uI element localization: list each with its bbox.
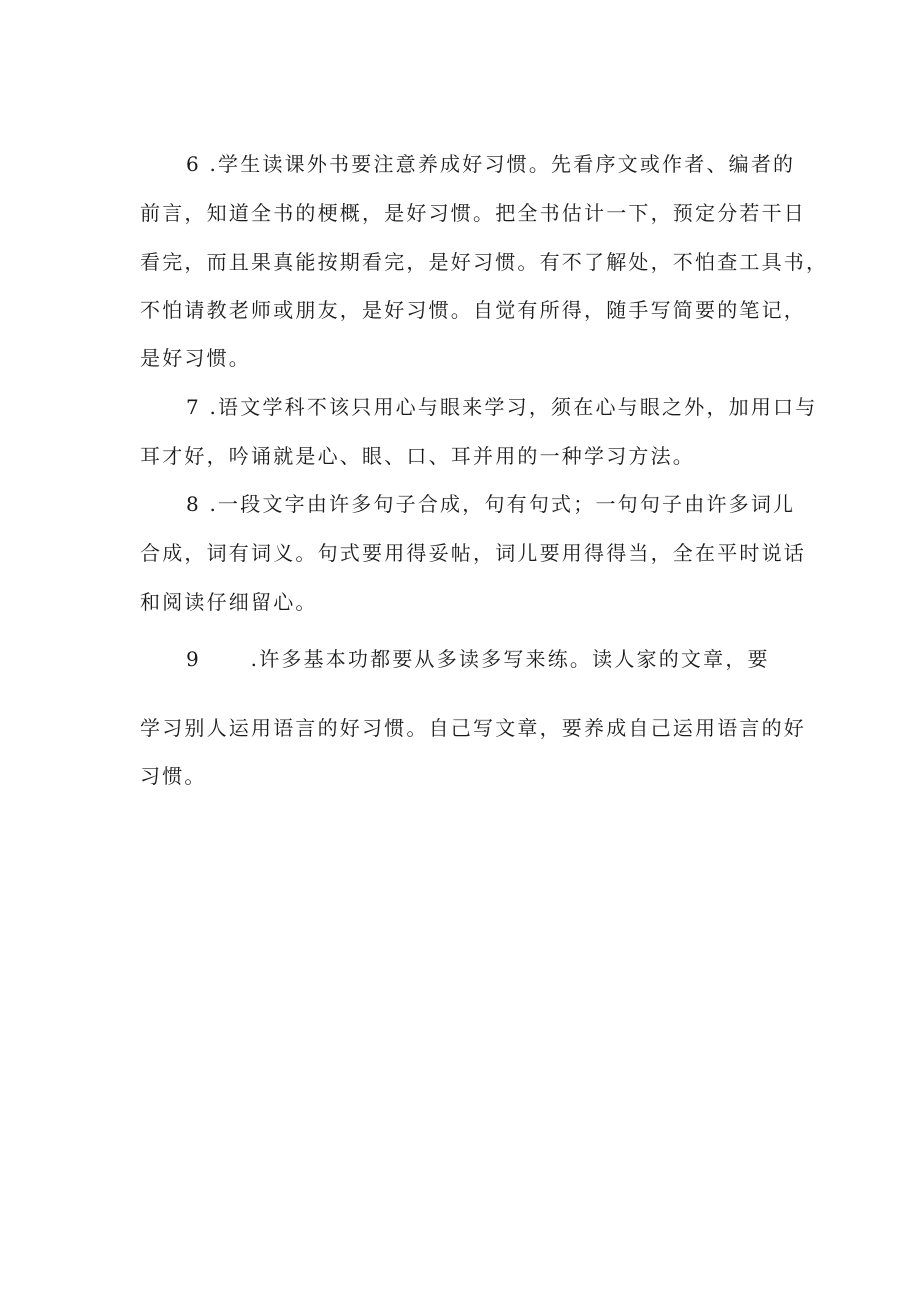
paragraph-7-line-2: 耳才好，吟诵就是心、眼、口、耳并用的一种学习方法。 — [140, 444, 695, 468]
item-number-7: 7 — [186, 395, 201, 419]
paragraph-8-text-1: .一段文字由许多句子合成，句有句式；一句句子由许多词儿 — [209, 492, 796, 516]
paragraph-9-text-1: .许多基本功都要从多读多写来练。读人家的文章，要 — [250, 647, 770, 671]
paragraph-6-line-2: 前言，知道全书的梗概，是好习惯。把全书估计一下，预定分若干日 — [140, 201, 806, 225]
paragraph-9-line-3: 习惯。 — [140, 764, 207, 788]
paragraph-9-line-2: 学习别人运用语言的好习惯。自己写文章，要养成自己运用语言的好 — [140, 716, 806, 740]
paragraph-8-line-3: 和阅读仔细留心。 — [140, 590, 318, 614]
paragraph-6-text-1: .学生读课外书要注意养成好习惯。先看序文或作者、编者的 — [209, 152, 796, 176]
paragraph-7-text-1: .语文学科不该只用心与眼来学习，须在心与眼之外，加用口与 — [209, 395, 818, 419]
item-number-8: 8 — [186, 492, 201, 516]
item-number-9: 9 — [186, 647, 201, 671]
item-number-6: 6 — [186, 152, 201, 176]
paragraph-6-line-1 — [186, 152, 795, 176]
paragraph-7-line-1 — [186, 395, 817, 419]
paragraph-6-line-4: 不怕请教老师或朋友，是好习惯。自觉有所得，随手写简要的笔记， — [140, 298, 806, 322]
paragraph-6-line-3: 看完，而且果真能按期看完，是好习惯。有不了解处，不怕查工具书， — [140, 250, 829, 274]
paragraph-8-line-1 — [186, 492, 795, 516]
paragraph-9-line-1 — [186, 647, 770, 671]
paragraph-6-line-5: 是好习惯。 — [140, 346, 251, 370]
paragraph-8-line-2: 合成，词有词义。句式要用得妥帖，词儿要用得得当，全在平时说话 — [140, 541, 806, 565]
